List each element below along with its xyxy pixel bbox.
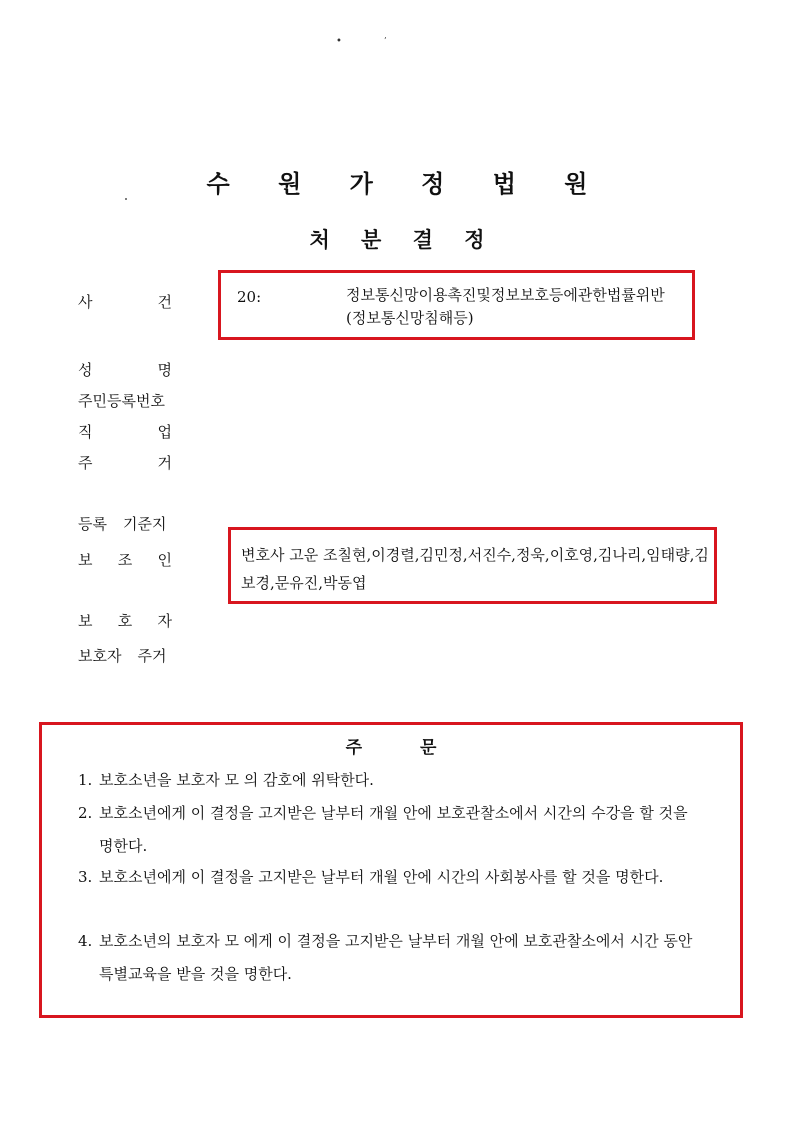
- case-number: 20:: [237, 288, 262, 306]
- counsel-label: 보 조 인: [78, 551, 172, 569]
- occupation-label: 직 업: [78, 423, 172, 441]
- order-item-text: 보호소년을 보호자 모 의 감호에 위탁한다.: [99, 771, 374, 789]
- order-item-text: 보호소년에게 이 결정을 고지받은 날부터 개월 안에 시간의 사회봉사를 할 것을 명한다.: [99, 868, 664, 886]
- order-item-4: [78, 925, 728, 991]
- scan-tick-mark: ’: [384, 36, 387, 45]
- order-item-text: 보호소년에게 이 결정을 고지받은 날부터 개월 안에 보호관찰소에서 시간의 수강을 할 것을 명한다.: [99, 804, 688, 855]
- counsel-names: 변호사 고운 조칠현,이경렬,김민정,서진수,정욱,이호영,김나리,임태량,김보경,문유진,박동엽: [241, 546, 709, 592]
- order-item-2: [78, 797, 728, 863]
- guardian-label: 보 호 자: [78, 612, 172, 630]
- scan-dot-mark: •: [336, 36, 342, 47]
- document-title: 처 분 결 정: [309, 228, 497, 252]
- order-item-number: 3.: [78, 868, 93, 886]
- guardian-address-label: 보호자 주거: [78, 647, 167, 665]
- registry-base-label: 등록 기준지: [78, 515, 167, 533]
- case-name: 정보통신망이용촉진및정보보호등에관한법률위반(정보통신망침해등): [346, 286, 665, 327]
- order-item-number: 1.: [78, 771, 93, 789]
- order-item-3: [78, 861, 728, 894]
- case-highlight-box: [218, 270, 695, 340]
- counsel-highlight-box: [228, 527, 717, 604]
- order-item-1: [78, 764, 728, 797]
- name-label: 성 명: [78, 361, 172, 379]
- resident-number-label: 주민등록번호: [78, 392, 165, 410]
- case-label: 사 건: [78, 293, 172, 311]
- order-heading: 주 문: [345, 738, 437, 758]
- order-item-text: 보호소년의 보호자 모 에게 이 결정을 고지받은 날부터 개월 안에 보호관찰소에서 시간 동안 특별교육을 받을 것을 명한다.: [99, 932, 693, 983]
- order-highlight-box: [39, 722, 743, 1018]
- court-name: 수 원 가 정 법 원: [206, 170, 608, 198]
- address-label: 주 거: [78, 454, 172, 472]
- order-item-number: 4.: [78, 932, 93, 950]
- order-item-number: 2.: [78, 804, 93, 822]
